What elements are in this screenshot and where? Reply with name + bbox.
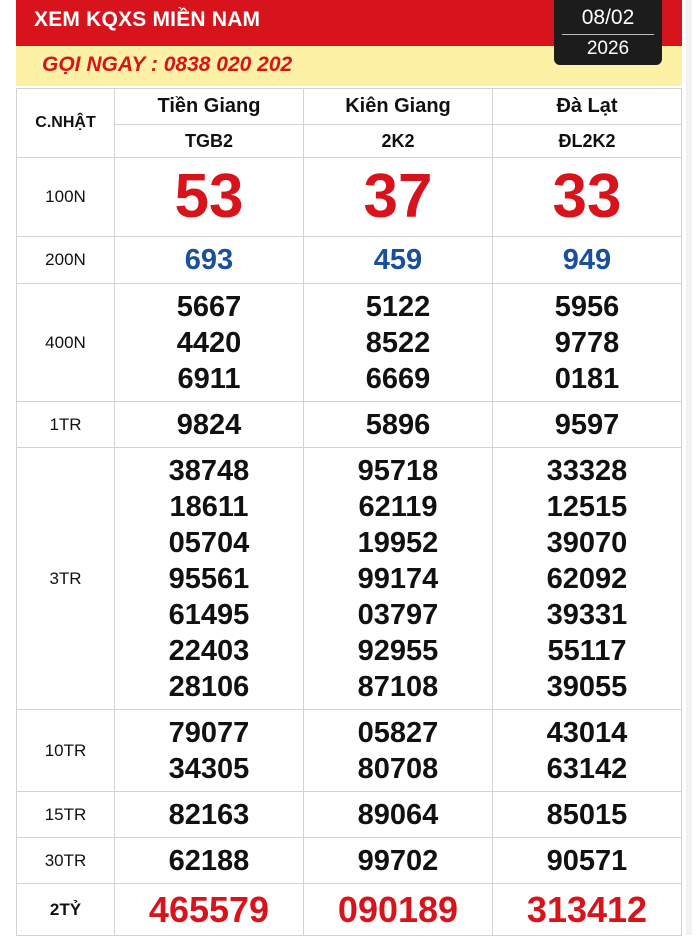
- prize-label: 200N: [17, 237, 115, 284]
- prize-number: 43014: [546, 716, 628, 749]
- ticket-code: ĐL2K2: [493, 125, 682, 158]
- call-hotline-text[interactable]: GỌI NGAY : 0838 020 202: [42, 53, 293, 76]
- jackpot-number: 465579: [148, 888, 270, 930]
- prize-number: 22403: [168, 634, 250, 667]
- prize-cell: [115, 710, 304, 792]
- prize-row-30tr: [17, 838, 682, 884]
- page-title: XEM KQXS MIỀN NAM: [34, 8, 261, 31]
- prize-number: 62092: [546, 562, 628, 595]
- prize-number: 34305: [168, 752, 250, 785]
- prize-cell: [304, 884, 493, 936]
- prize-number: 90571: [546, 844, 628, 877]
- prize-number: 9597: [554, 408, 620, 441]
- prize-number: 92955: [357, 634, 439, 667]
- prize-number: 33328: [546, 454, 628, 487]
- prize-number: 05704: [168, 526, 250, 559]
- prize-number: 949: [562, 244, 612, 276]
- prize-cell: [115, 284, 304, 402]
- prize-cell: [304, 838, 493, 884]
- prize-cell: [304, 402, 493, 448]
- prize-label: 10TR: [17, 710, 115, 792]
- prize-number: 0181: [554, 362, 620, 395]
- prize-number: 39070: [546, 526, 628, 559]
- prize-number: 62119: [358, 490, 438, 523]
- prize-number: 33: [552, 162, 622, 231]
- prize-number: 62188: [168, 844, 250, 877]
- prize-number: 95718: [357, 454, 439, 487]
- prize-label: 100N: [17, 158, 115, 237]
- prize-number: 9778: [554, 326, 620, 359]
- prize-label: 30TR: [17, 838, 115, 884]
- prize-number: 85015: [546, 798, 628, 831]
- prize-row-10tr: [17, 710, 682, 792]
- prize-number: 05827: [357, 716, 439, 749]
- prize-cell: [493, 710, 682, 792]
- prize-cell: [493, 402, 682, 448]
- prize-number: 5667: [176, 290, 242, 323]
- prize-cell: [115, 792, 304, 838]
- prize-number: 9824: [176, 408, 242, 441]
- prize-cell: [115, 237, 304, 284]
- scrollbar-track[interactable]: [686, 0, 692, 935]
- prize-cell: [115, 448, 304, 710]
- date-year: 2026: [586, 38, 630, 59]
- ticket-code: TGB2: [115, 125, 304, 158]
- prize-number: 87108: [357, 670, 439, 703]
- prize-number: 99702: [357, 844, 439, 877]
- prize-row-1tr: [17, 402, 682, 448]
- prize-cell: [493, 838, 682, 884]
- prize-number: 5122: [365, 290, 431, 323]
- prize-cell: [493, 284, 682, 402]
- weekday-label: C.NHẬT: [17, 89, 115, 158]
- prize-number: 89064: [357, 798, 439, 831]
- prize-number: 79077: [168, 716, 250, 749]
- prize-cell: [493, 158, 682, 237]
- province-name[interactable]: Đà Lạt: [493, 89, 682, 125]
- prize-row-200n: [17, 237, 682, 284]
- prize-number: 693: [184, 244, 234, 276]
- prize-number: 38748: [168, 454, 250, 487]
- prize-number: 6669: [365, 362, 431, 395]
- prize-label: 15TR: [17, 792, 115, 838]
- prize-number: 6911: [177, 362, 241, 395]
- prize-cell: [493, 884, 682, 936]
- prize-cell: [493, 237, 682, 284]
- prize-number: 459: [373, 244, 423, 276]
- prize-cell: [493, 448, 682, 710]
- prize-label: 400N: [17, 284, 115, 402]
- prize-number: 37: [363, 162, 433, 231]
- prize-label: 2TỶ: [17, 884, 115, 936]
- prize-cell: [493, 792, 682, 838]
- prize-number: 63142: [546, 752, 628, 785]
- prize-cell: [115, 838, 304, 884]
- prize-row-2ty: [17, 884, 682, 936]
- prize-cell: [304, 710, 493, 792]
- prize-number: 80708: [357, 752, 439, 785]
- prize-cell: [304, 158, 493, 237]
- prize-row-15tr: [17, 792, 682, 838]
- ticket-code: 2K2: [304, 125, 493, 158]
- jackpot-number: 313412: [526, 888, 648, 930]
- jackpot-number: 090189: [337, 888, 459, 930]
- prize-label: 3TR: [17, 448, 115, 710]
- prize-cell: [304, 284, 493, 402]
- prize-number: 39055: [546, 670, 628, 703]
- province-name[interactable]: Kiên Giang: [304, 89, 493, 125]
- date-day-month: 08/02: [581, 6, 635, 29]
- prize-row-100n: [17, 158, 682, 237]
- prize-number: 03797: [357, 598, 439, 631]
- prize-number: 53: [174, 162, 244, 231]
- prize-number: 95561: [168, 562, 250, 595]
- prize-number: 55117: [547, 634, 627, 667]
- prize-cell: [115, 402, 304, 448]
- prize-row-400n: [17, 284, 682, 402]
- prize-cell: [304, 237, 493, 284]
- prize-number: 61495: [168, 598, 250, 631]
- lottery-results-table: [16, 88, 682, 936]
- prize-number: 4420: [176, 326, 242, 359]
- prize-number: 5956: [554, 290, 620, 323]
- header-row-codes: [17, 125, 682, 158]
- prize-number: 28106: [168, 670, 250, 703]
- prize-row-3tr: [17, 448, 682, 710]
- prize-cell: [304, 792, 493, 838]
- prize-number: 99174: [357, 562, 439, 595]
- prize-number: 18611: [169, 490, 249, 523]
- prize-cell: [115, 884, 304, 936]
- prize-number: 82163: [168, 798, 250, 831]
- prize-label: 1TR: [17, 402, 115, 448]
- prize-number: 12515: [546, 490, 628, 523]
- header-row-provinces: [17, 89, 682, 125]
- prize-number: 19952: [357, 526, 439, 559]
- province-name[interactable]: Tiền Giang: [115, 89, 304, 125]
- prize-number: 39331: [546, 598, 628, 631]
- prize-cell: [304, 448, 493, 710]
- prize-cell: [115, 158, 304, 237]
- prize-number: 5896: [365, 408, 431, 441]
- date-badge: [554, 0, 662, 65]
- prize-number: 8522: [365, 326, 431, 359]
- date-divider: [562, 34, 654, 35]
